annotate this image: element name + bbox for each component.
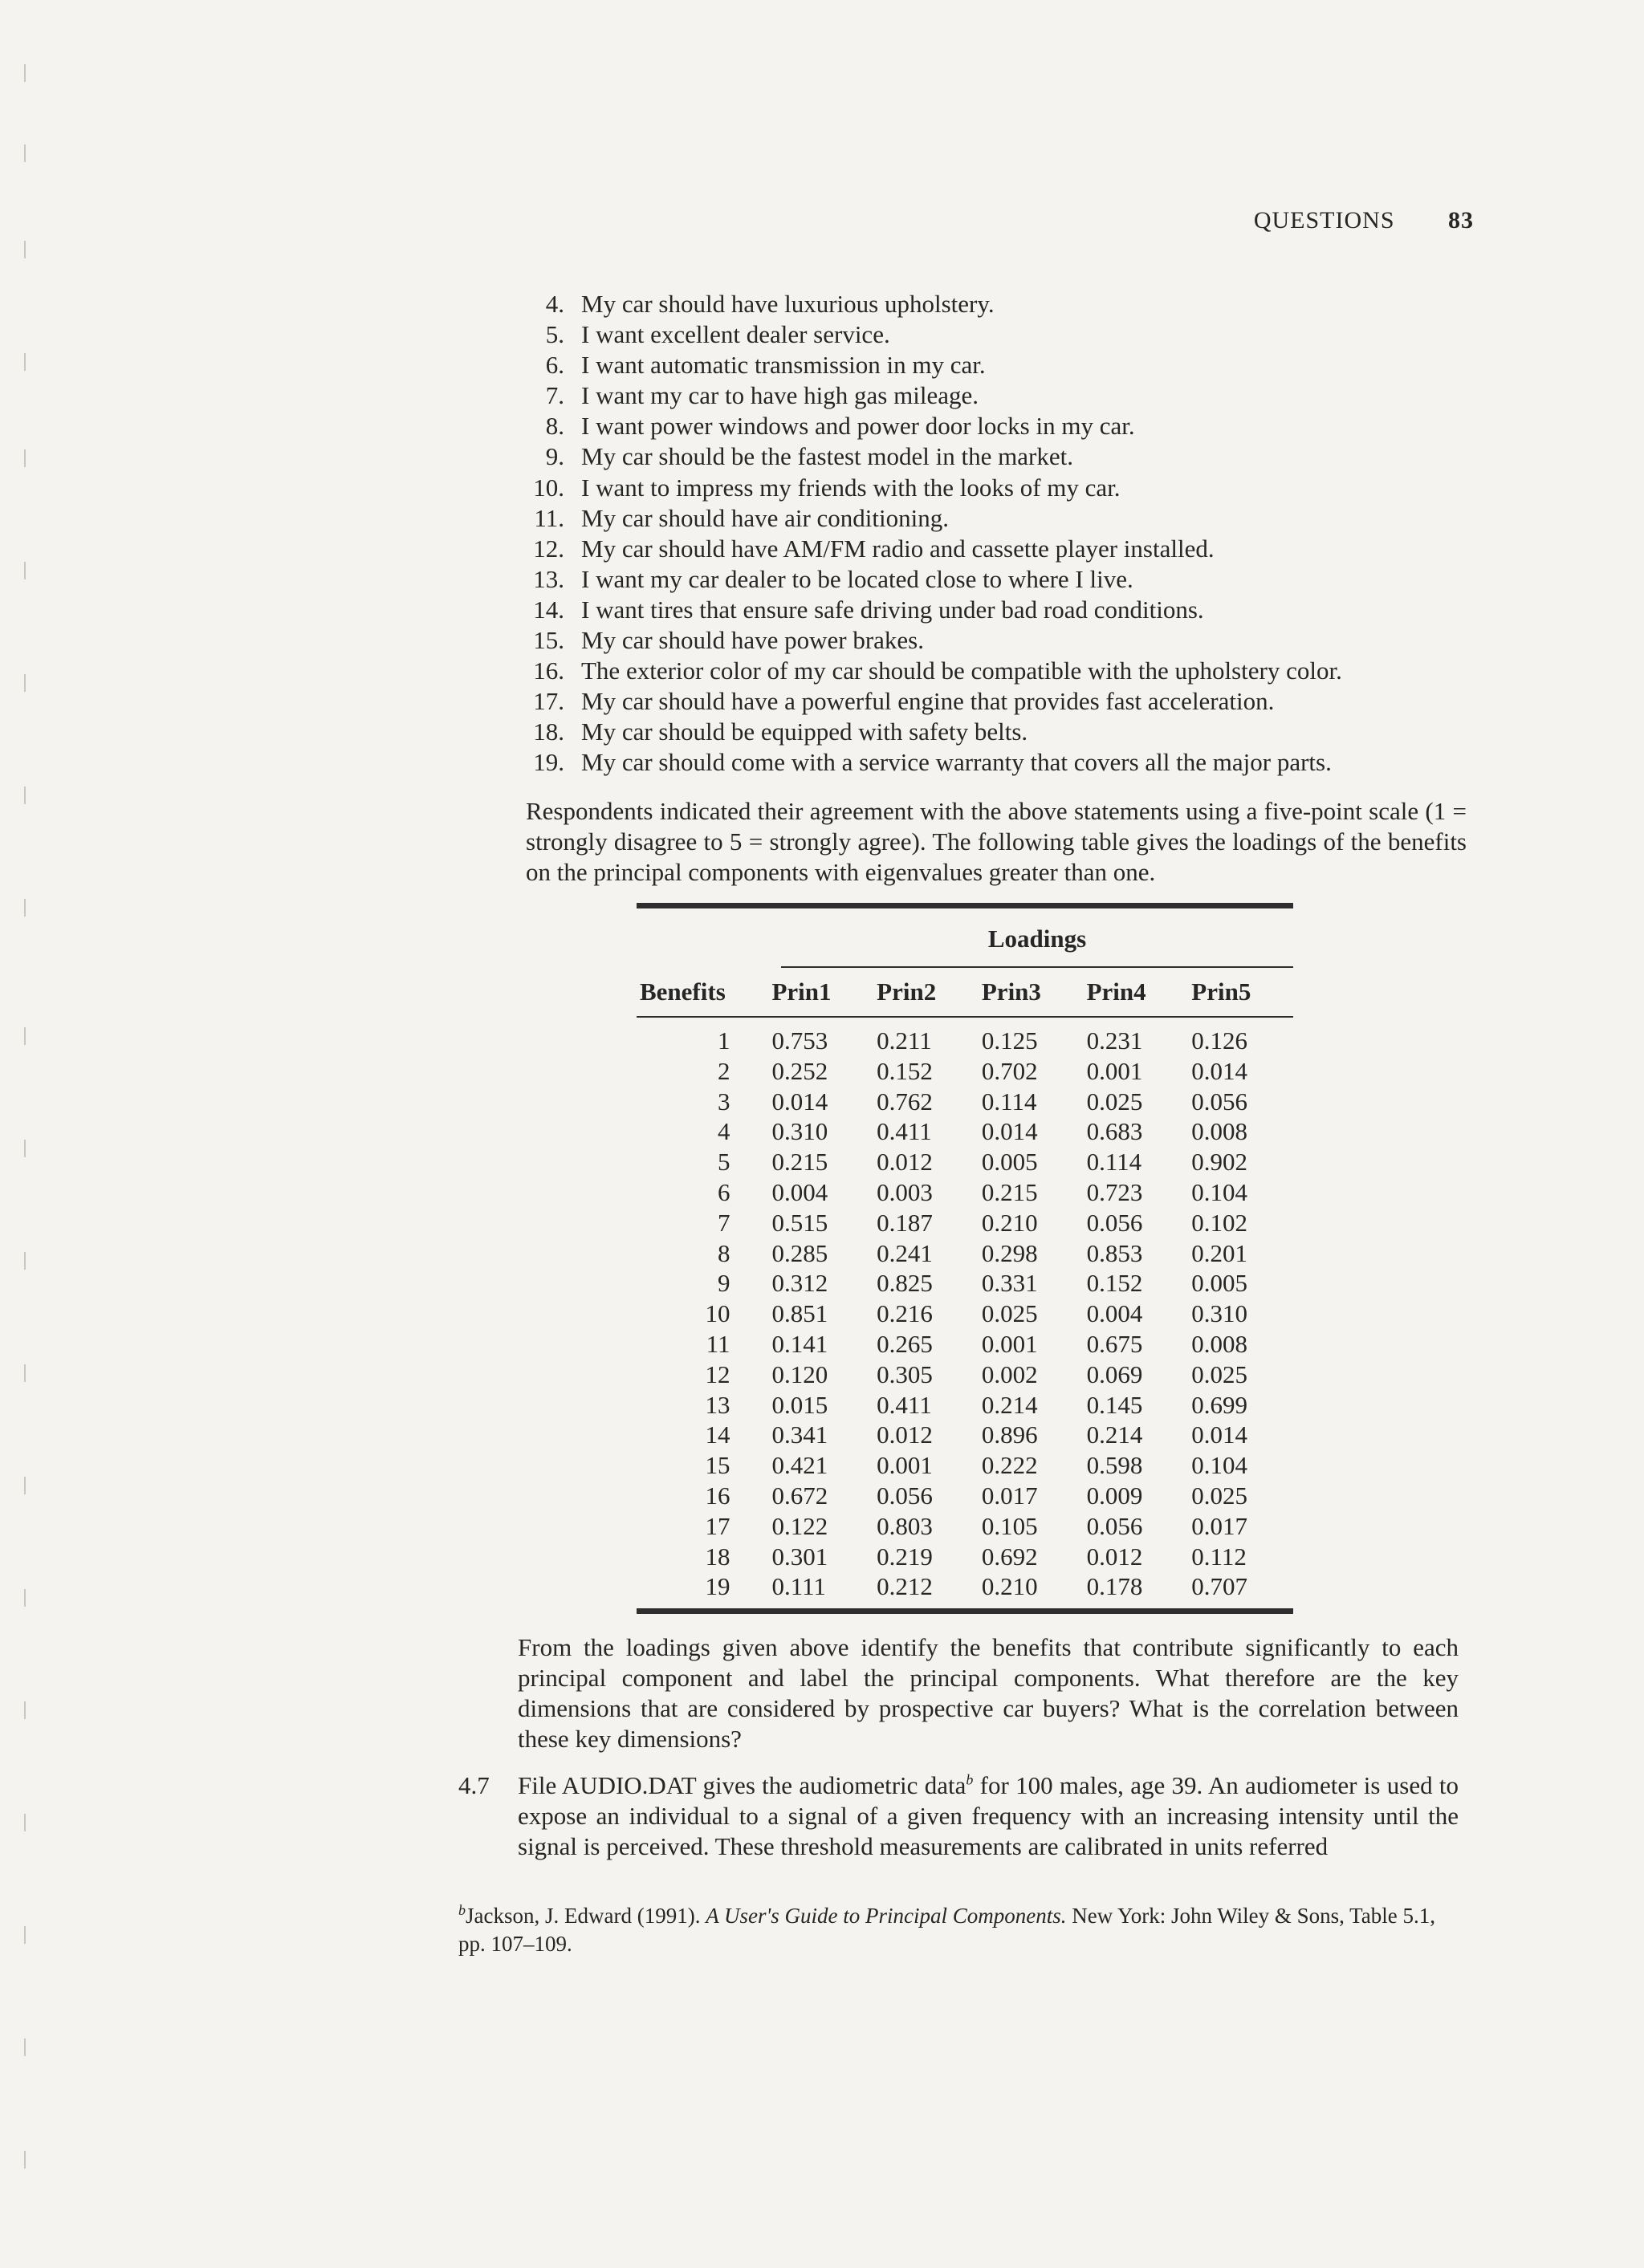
benefit-cell: 19 xyxy=(705,1572,730,1601)
loading-cell: 0.012 xyxy=(1086,1542,1143,1571)
column-header-prin4: Prin4 xyxy=(1086,978,1146,1006)
table-row xyxy=(637,1420,1293,1450)
loading-cell: 0.216 xyxy=(877,1299,933,1328)
loading-cell: 0.056 xyxy=(877,1481,933,1510)
loading-cell: 0.212 xyxy=(877,1572,933,1601)
loading-cell: 0.699 xyxy=(1191,1390,1248,1419)
list-item-number: 14. xyxy=(533,595,564,624)
loading-cell: 0.004 xyxy=(771,1177,828,1206)
loading-cell: 0.341 xyxy=(771,1421,828,1449)
loading-cell: 0.004 xyxy=(1086,1299,1143,1328)
loading-cell: 0.001 xyxy=(877,1451,933,1480)
loading-cell: 0.851 xyxy=(771,1299,828,1328)
loading-cell: 0.211 xyxy=(877,1026,932,1055)
loading-cell: 0.014 xyxy=(771,1087,828,1116)
list-item-text: My car should have power brakes. xyxy=(581,626,924,655)
footnote-title: A User's Guide to Principal Components. xyxy=(706,1904,1067,1928)
loading-cell: 0.005 xyxy=(1191,1269,1248,1298)
list-item-text: I want to impress my friends with the looks of my car. xyxy=(581,473,1121,502)
table-row xyxy=(637,1571,1293,1602)
list-item-number: 15. xyxy=(533,626,564,655)
loading-cell: 0.152 xyxy=(877,1056,933,1085)
table-row xyxy=(637,1481,1293,1511)
benefit-cell: 4 xyxy=(717,1117,730,1146)
loading-cell: 0.009 xyxy=(1086,1481,1143,1510)
loading-cell: 0.122 xyxy=(771,1511,828,1540)
loading-cell: 0.411 xyxy=(877,1390,932,1419)
loading-cell: 0.252 xyxy=(771,1056,828,1085)
page-number: 83 xyxy=(1448,207,1474,234)
loading-cell: 0.056 xyxy=(1191,1087,1248,1116)
loading-cell: 0.145 xyxy=(1086,1390,1143,1419)
list-item xyxy=(526,686,1342,717)
loading-cell: 0.015 xyxy=(771,1390,828,1419)
question-text xyxy=(518,1770,1459,1862)
list-item-text: My car should be the fastest model in the market. xyxy=(581,442,1073,471)
list-item-text: The exterior color of my car should be compatible with the upholstery color. xyxy=(581,656,1342,685)
list-item xyxy=(526,747,1342,778)
footnote xyxy=(458,1902,1459,1958)
loading-cell: 0.102 xyxy=(1191,1208,1248,1237)
list-item xyxy=(526,289,1342,319)
loading-cell: 0.672 xyxy=(771,1481,828,1510)
list-item-text: I want excellent dealer service. xyxy=(581,320,890,349)
list-item xyxy=(526,717,1342,747)
benefit-cell: 12 xyxy=(705,1360,730,1388)
loading-cell: 0.902 xyxy=(1191,1148,1248,1177)
loading-cell: 0.112 xyxy=(1191,1542,1247,1571)
loading-cell: 0.331 xyxy=(981,1269,1038,1298)
loading-cell: 0.152 xyxy=(1086,1269,1143,1298)
benefit-cell: 18 xyxy=(705,1542,730,1571)
loading-cell: 0.001 xyxy=(1086,1056,1143,1085)
footnote-reference: b xyxy=(966,1771,974,1788)
loading-cell: 0.312 xyxy=(771,1269,828,1298)
loading-cell: 0.017 xyxy=(981,1481,1038,1510)
benefit-cell: 9 xyxy=(717,1269,730,1298)
loading-cell: 0.014 xyxy=(981,1117,1038,1146)
loading-cell: 0.214 xyxy=(1086,1421,1143,1449)
table-row xyxy=(637,1268,1293,1299)
list-item-text: I want tires that ensure safe driving under bad road conditions. xyxy=(581,595,1204,624)
table-row xyxy=(637,1238,1293,1269)
list-item-text: My car should be equipped with safety belts. xyxy=(581,717,1028,746)
loading-cell: 0.853 xyxy=(1086,1238,1143,1267)
list-item-text: I want power windows and power door locks in my car. xyxy=(581,412,1135,441)
loading-cell: 0.825 xyxy=(877,1269,933,1298)
loading-cell: 0.114 xyxy=(1086,1148,1142,1177)
list-item-number: 4. xyxy=(545,290,564,318)
question-number: 4.7 xyxy=(458,1771,490,1799)
loading-cell: 0.025 xyxy=(1191,1360,1248,1388)
loading-cell: 0.141 xyxy=(771,1329,828,1358)
loading-cell: 0.012 xyxy=(877,1148,933,1177)
loading-cell: 0.215 xyxy=(771,1148,828,1177)
loading-cell: 0.201 xyxy=(1191,1238,1248,1267)
table-row xyxy=(637,1329,1293,1360)
table-row xyxy=(637,1299,1293,1329)
loading-cell: 0.803 xyxy=(877,1511,933,1540)
table-row xyxy=(637,1208,1293,1238)
list-item-text: My car should have AM/FM radio and cassette player installed. xyxy=(581,534,1215,563)
loading-cell: 0.178 xyxy=(1086,1572,1143,1601)
loading-cell: 0.069 xyxy=(1086,1360,1143,1388)
loading-cell: 0.222 xyxy=(981,1451,1038,1480)
table-row xyxy=(637,1450,1293,1481)
loading-cell: 0.707 xyxy=(1191,1572,1248,1601)
loading-cell: 0.008 xyxy=(1191,1117,1248,1146)
loading-cell: 0.187 xyxy=(877,1208,933,1237)
loading-cell: 0.014 xyxy=(1191,1056,1248,1085)
benefit-cell: 8 xyxy=(717,1238,730,1267)
loading-cell: 0.104 xyxy=(1191,1451,1248,1480)
benefit-cell: 2 xyxy=(717,1056,730,1085)
table-body xyxy=(637,1017,1293,1602)
loading-cell: 0.683 xyxy=(1086,1117,1143,1146)
benefits-column-header: Benefits xyxy=(640,978,726,1006)
loading-cell: 0.214 xyxy=(981,1390,1038,1419)
list-item xyxy=(526,564,1342,595)
column-header-prin1: Prin1 xyxy=(771,978,832,1006)
list-item xyxy=(526,380,1342,411)
benefit-cell: 3 xyxy=(717,1087,730,1116)
benefit-cell: 1 xyxy=(717,1026,730,1055)
table-row xyxy=(637,1017,1293,1056)
benefit-cell: 7 xyxy=(717,1208,730,1237)
loading-cell: 0.421 xyxy=(771,1451,828,1480)
list-item xyxy=(526,534,1342,564)
table-header-row xyxy=(637,968,1293,1017)
loading-cell: 0.298 xyxy=(981,1238,1038,1267)
loading-cell: 0.515 xyxy=(771,1208,828,1237)
binding-margin-marks xyxy=(24,0,40,2268)
loading-cell: 0.025 xyxy=(1191,1481,1248,1510)
loadings-table xyxy=(637,903,1293,1614)
footnote-mark: b xyxy=(458,1902,466,1918)
benefit-cell: 6 xyxy=(717,1177,730,1206)
question-text-end: for 100 males, age 39. An audiometer is used to expose an individual to a signal of a given frequency with an increasing intensity until the signal is perceived. These threshold measurements are calibrated in units referred xyxy=(518,1771,1459,1860)
benefit-cell: 17 xyxy=(705,1511,730,1540)
loading-cell: 0.896 xyxy=(981,1421,1038,1449)
loading-cell: 0.210 xyxy=(981,1208,1038,1237)
list-item-text: My car should come with a service warranty that covers all the major parts. xyxy=(581,748,1332,777)
footnote-publisher: New York: John Wiley & Sons, Table 5.1, pp. 107–109. xyxy=(458,1904,1436,1956)
list-item xyxy=(526,473,1342,503)
question-text-start: File AUDIO.DAT gives the audiometric data xyxy=(518,1771,966,1799)
loading-cell: 0.012 xyxy=(877,1421,933,1449)
loading-cell: 0.219 xyxy=(877,1542,933,1571)
table-row xyxy=(637,1542,1293,1572)
list-item-number: 5. xyxy=(545,320,564,349)
table-row xyxy=(637,1177,1293,1208)
table-row xyxy=(637,1116,1293,1147)
loading-cell: 0.005 xyxy=(981,1148,1038,1177)
loading-cell: 0.598 xyxy=(1086,1451,1143,1480)
list-item xyxy=(526,503,1342,534)
loading-cell: 0.241 xyxy=(877,1238,933,1267)
benefit-cell: 15 xyxy=(705,1451,730,1480)
table-row xyxy=(637,1511,1293,1542)
loading-cell: 0.265 xyxy=(877,1329,933,1358)
table-row xyxy=(637,1360,1293,1390)
footnote-author: Jackson, J. Edward (1991). xyxy=(466,1904,706,1928)
loading-cell: 0.210 xyxy=(981,1572,1038,1601)
list-item-number: 17. xyxy=(533,687,564,716)
loading-cell: 0.025 xyxy=(981,1299,1038,1328)
loading-cell: 0.411 xyxy=(877,1117,932,1146)
loading-cell: 0.310 xyxy=(1191,1299,1248,1328)
table-row xyxy=(637,1390,1293,1421)
loading-cell: 0.310 xyxy=(771,1117,828,1146)
list-item-text: My car should have luxurious upholstery. xyxy=(581,290,995,318)
list-item-text: My car should have air conditioning. xyxy=(581,503,950,532)
table-row xyxy=(637,1087,1293,1117)
list-item xyxy=(526,411,1342,441)
benefit-cell: 11 xyxy=(706,1329,730,1358)
paragraph-intro: Respondents indicated their agreement with the above statements using a five-point scale (1 = strongly disagree to 5 = strongly agree). The following table gives the loadings of the benefits on the principal components with eigenvalues greater than one. xyxy=(526,797,1467,886)
list-item-number: 9. xyxy=(545,442,564,471)
list-item-number: 7. xyxy=(545,381,564,410)
loading-cell: 0.025 xyxy=(1086,1087,1143,1116)
loading-cell: 0.125 xyxy=(981,1026,1038,1055)
benefit-cell: 13 xyxy=(705,1390,730,1419)
question-4-7 xyxy=(458,1770,1459,1862)
column-header-prin2: Prin2 xyxy=(877,978,937,1006)
list-item-number: 16. xyxy=(533,656,564,685)
loading-cell: 0.114 xyxy=(981,1087,1037,1116)
list-item xyxy=(526,625,1342,656)
list-item-number: 10. xyxy=(533,473,564,502)
benefit-cell: 14 xyxy=(705,1421,730,1449)
loading-cell: 0.231 xyxy=(1086,1026,1143,1055)
list-item-number: 12. xyxy=(533,534,564,563)
list-item-text: I want my car to have high gas mileage. xyxy=(581,381,979,410)
loading-cell: 0.003 xyxy=(877,1177,933,1206)
list-item-number: 8. xyxy=(545,412,564,441)
table-row xyxy=(637,1056,1293,1087)
list-item-number: 19. xyxy=(533,748,564,777)
loading-cell: 0.111 xyxy=(771,1572,826,1601)
column-header-prin5: Prin5 xyxy=(1191,978,1251,1006)
column-header-prin3: Prin3 xyxy=(981,978,1041,1006)
loading-cell: 0.104 xyxy=(1191,1177,1248,1206)
loading-cell: 0.702 xyxy=(981,1056,1038,1085)
running-header xyxy=(1254,207,1474,234)
statement-list xyxy=(526,289,1342,778)
loading-cell: 0.285 xyxy=(771,1238,828,1267)
loading-cell: 0.001 xyxy=(981,1329,1038,1358)
loading-cell: 0.008 xyxy=(1191,1329,1248,1358)
list-item-text: I want my car dealer to be located close to where I live. xyxy=(581,564,1133,593)
loading-cell: 0.120 xyxy=(771,1360,828,1388)
list-item xyxy=(526,595,1342,625)
loading-cell: 0.017 xyxy=(1191,1511,1248,1540)
list-item xyxy=(526,441,1342,472)
loading-cell: 0.056 xyxy=(1086,1511,1143,1540)
list-item xyxy=(526,656,1342,686)
table-row xyxy=(637,1147,1293,1177)
loading-cell: 0.215 xyxy=(981,1177,1038,1206)
list-item-number: 6. xyxy=(545,351,564,380)
loading-cell: 0.002 xyxy=(981,1360,1038,1388)
loadings-group-header: Loadings xyxy=(987,925,1087,953)
benefit-cell: 5 xyxy=(717,1148,730,1177)
benefit-cell: 16 xyxy=(705,1481,730,1510)
loading-cell: 0.692 xyxy=(981,1542,1038,1571)
list-item-number: 11. xyxy=(534,503,564,532)
loading-cell: 0.105 xyxy=(981,1511,1038,1540)
loading-cell: 0.753 xyxy=(771,1026,828,1055)
loading-cell: 0.301 xyxy=(771,1542,828,1571)
loading-cell: 0.056 xyxy=(1086,1208,1143,1237)
table-bottom-rule xyxy=(637,1608,1293,1614)
table-top-rule xyxy=(637,903,1293,908)
list-item-text: My car should have a powerful engine that provides fast acceleration. xyxy=(581,687,1275,716)
list-item-text: I want automatic transmission in my car. xyxy=(581,351,986,380)
benefit-cell: 10 xyxy=(705,1299,730,1328)
loading-cell: 0.762 xyxy=(877,1087,933,1116)
loading-cell: 0.014 xyxy=(1191,1421,1248,1449)
list-item-number: 18. xyxy=(533,717,564,746)
list-item xyxy=(526,350,1342,380)
paragraph-question: From the loadings given above identify the benefits that contribute significantly to each principal component and label the principal components. What therefore are the key dimensions that are considered by prospective car buyers? What is the correlation between these key dimensions? xyxy=(518,1633,1459,1753)
loading-cell: 0.305 xyxy=(877,1360,933,1388)
list-item xyxy=(526,319,1342,350)
loading-cell: 0.675 xyxy=(1086,1329,1143,1358)
running-title: QUESTIONS xyxy=(1253,207,1395,234)
list-item-number: 13. xyxy=(533,564,564,593)
loading-cell: 0.723 xyxy=(1086,1177,1143,1206)
loading-cell: 0.126 xyxy=(1191,1026,1248,1055)
